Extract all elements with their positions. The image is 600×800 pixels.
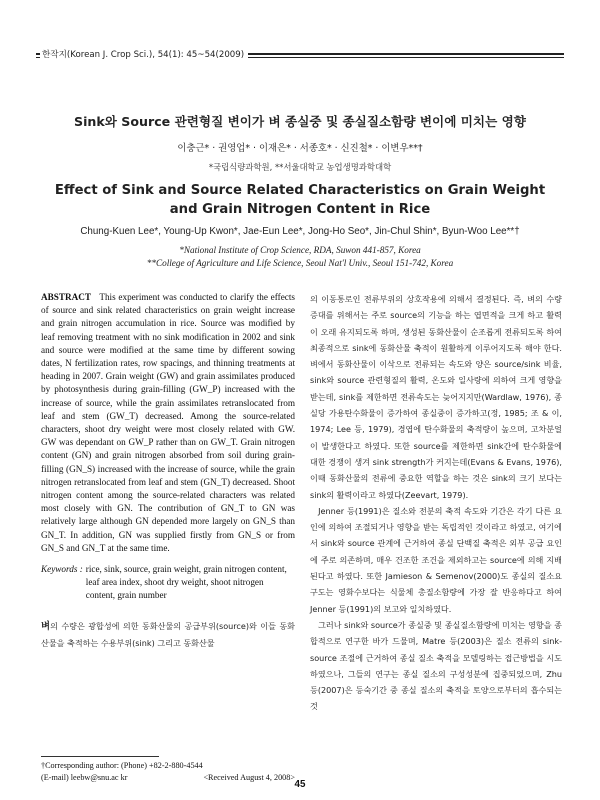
right-column: [310, 291, 562, 715]
intro-paragraph-start: [41, 618, 295, 652]
korean-title: Sink와 Source 관련형질 변이가 벼 종실중 및 종실질소함량 변이에 미치는 영향: [74, 114, 526, 129]
korean-affiliations: *국립식량과학원, **서울대학교 농업생명과학대학: [208, 162, 392, 172]
abstract: [41, 291, 295, 555]
intro-text: 의 수량은 광합성에 의한 동화산물의 공급부위(source)와 이들 동화산물을 축적하는 수용부위(sink) 그리고 동화산물: [41, 620, 295, 648]
english-affiliations: [0, 244, 600, 270]
body-paragraph-3: 그러나 sink와 source가 종실중 및 종실질소함량에 미치는 영향을 종합적으로 연구한 바가 드물며, Matre 등(2003)은 질소 전류의 sink-source 조절에 근거하여 종실 질소 축적을 모델링하는 접근방법을 시도하였으나, 그들의 연구는 종실 질소의 구성성분에 집중되었으며, Zhu 등(2007)은 등숙기간 중 종실 질소의 축적을 토양으로부터의 흡수되는 것: [310, 619, 562, 712]
author-email: (E-mail) leebw@snu.ac kr: [41, 772, 128, 782]
body-paragraph-1: 의 이동통로인 전류부위의 상호작용에 의해서 결정된다. 즉, 벼의 수량증대를 위해서는 주로 source의 기능을 하는 엽면적을 크게 하고 활력이 오래 유지되도록 하며, 생성된 동화산물이 순조롭게 전류되도록 하여 최종적으로 sink에 동화산물 축적이 원활하게 이루어지도록 해야 한다. 벼에서 동화산물이 이삭으로 전류되는 속도와 양은 source/sink 비율, sink와 source 관련형질의 활력, 온도와 일사량에 의하여 크게 영향을 받는데, sink를 제한하면 전류속도는 늦어지지만(Wardlaw, 1976), 종실당 가용탄수화물이 증가하여 종실중이 증가하고(정, 1985; 조 & 이, 1974; Lee 등, 1979), 경엽에 탄수화물의 축적량이 높으며, 고차분얼이 발생한다고 하였다. 또한 source를 제한하면 sink간에 탄수화물에 대한 경쟁이 생겨 sink strength가 커지는데(Evans & Evans, 1976), 이때 동화산물의 전류에 중요한 역할을 하는 것은 sink의 크기 보다는 sink의 활력이라고 하였다(Zeevart, 1979).: [310, 294, 562, 500]
affiliation-line-1: *National Institute of Crop Science, RDA, Suwon 441-857, Korea: [179, 245, 421, 255]
keywords: [41, 563, 295, 603]
left-column: [41, 291, 295, 651]
page-number: 45: [294, 779, 306, 790]
korean-authors: 이충근* · 권영업* · 이재은* · 서종호* · 신진철* · 이변우**†: [177, 143, 423, 154]
keywords-label: Keywords :: [41, 564, 83, 575]
abstract-text: This experiment was conducted to clarify the effects of source and sink related characteristics on grain weight increase and grain nitrogen accumulation in rice. Source was modified by leaf removing treatment with no sink modification in 2002 and sink and source were modified at the same time by different sowing dates, N fertilization rates, row spacings, and thinning treatments at heading in 2007. Grain weight (GW) and grain assimilates produced by photosynthesis during grain-filling (GW_P) increased with the increase of source, while the grain assimilates retranslocated from leaf and stem (GW_T) decreased. Among the source-related characters, shoot dry weight were most closely related with GW. GW was dependant on GW_P rather than on GW_T. Grain nitrogen content (GN) and grain nitrogen absorbed from soil during grain-filling (GN_S) increased with the increase of source, while the grain nitrogen retranslocated from leaf and stem (GN_T) decreased. Shoot nitrogen content among the source-related characters was related most closely with GN. The contribution of GN_T to GN was relatively large although GN depended more largely on GN_S than GN_T. In addition, GN was supplied firstly from GN_S or from GN_S and GN_T at the same time.: [41, 292, 295, 553]
english-title: Effect of Sink and Source Related Characteristics on Grain Weight and Grain Nitrogen Content in Rice: [54, 183, 546, 217]
journal-citation: 한작지(Korean J. Crop Sci.), 54(1): 45~54(2009): [40, 48, 248, 60]
intro-lead-char: 벼: [41, 620, 51, 632]
received-date: <Received August 4, 2008>: [203, 772, 295, 782]
abstract-label: ABSTRACT: [41, 292, 92, 302]
footnote-rule: [41, 756, 159, 757]
keywords-text: rice, sink, source, grain weight, grain nitrogen content, leaf area index, shoot dry weight, shoot nitrogen content, grain number: [85, 564, 287, 601]
english-authors: Chung-Kuen Lee*, Young-Up Kwon*, Jae-Eun Lee*, Jong-Ho Seo*, Jin-Chul Shin*, Byun-Woo Lee**†: [80, 226, 520, 237]
affiliation-line-2: **College of Agriculture and Life Science, Seoul Nat'l Univ., Seoul 151-742, Korea: [146, 258, 454, 268]
body-paragraph-2: Jenner 등(1991)은 질소와 전분의 축적 속도와 기간은 각기 다른 요인에 의하여 조절되거나 영향을 받는 독립적인 것이라고 하였고, 여기에서 sink와 source 관계에 근거하여 종실 단백질 축적은 외부 공급 요인에 주로 의존하며, 매우 건조한 조건을 제외하고는 source에 의해 지배된다고 하였다. 또한 Jamieson & Semenov(2000)도 종실의 질소요구도는 영화수보다는 식물체 총질소함량에 가장 잘 반응하다고 하여 Jenner 등(1991)의 보고와 일치하였다.: [310, 505, 562, 614]
corresponding-author: †Corresponding author: (Phone) +82-2-880-4544: [41, 761, 203, 770]
